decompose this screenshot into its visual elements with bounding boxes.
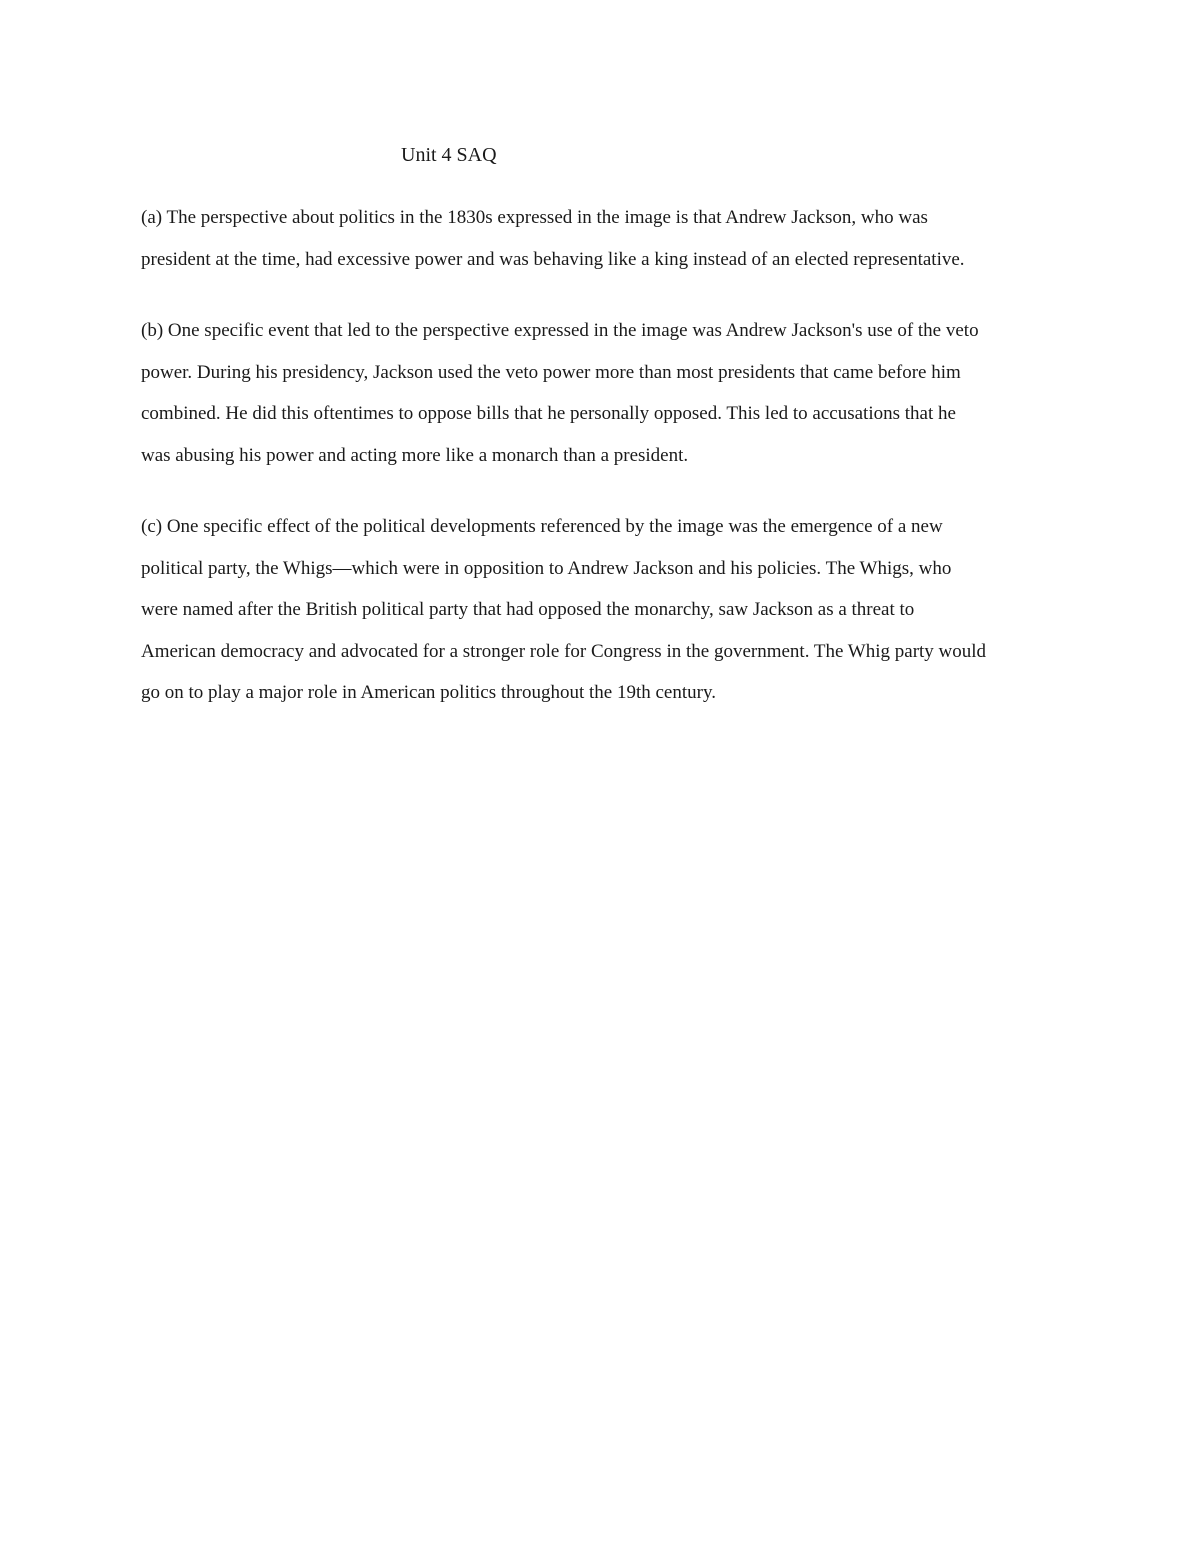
answer-c-paragraph xyxy=(141,506,1071,714)
paragraph-line: power. During his presidency, Jackson used the veto power more than most presidents that came before him xyxy=(141,361,961,383)
paragraph-line: (c) One specific effect of the political developments referenced by the image was the emergence of a new xyxy=(141,516,943,537)
document-title: Unit 4 SAQ xyxy=(401,144,497,166)
document-body xyxy=(141,197,1071,744)
paragraph-line: political party, the Whigs—which were in opposition to Andrew Jackson and his policies. The Whigs, who xyxy=(141,557,952,579)
answer-a-paragraph xyxy=(141,197,1071,280)
paragraph-line: American democracy and advocated for a stronger role for Congress in the government. The Whig party would xyxy=(141,640,987,662)
paragraph-line: president at the time, had excessive power and was behaving like a king instead of an elected representative. xyxy=(141,248,965,270)
paragraph-line: (b) One specific event that led to the perspective expressed in the image was Andrew Jackson's use of the veto xyxy=(141,320,979,341)
paragraph-line: were named after the British political party that had opposed the monarchy, saw Jackson as a threat to xyxy=(141,599,915,620)
paragraph-line: go on to play a major role in American politics throughout the 19th century. xyxy=(141,682,716,703)
paragraph-line: combined. He did this oftentimes to oppose bills that he personally opposed. This led to accusations that he xyxy=(141,403,956,424)
paragraph-line: was abusing his power and acting more like a monarch than a president. xyxy=(141,444,689,466)
paragraph-line: (a) The perspective about politics in the 1830s expressed in the image is that Andrew Jackson, who was xyxy=(141,207,928,228)
answer-b-paragraph xyxy=(141,310,1071,476)
